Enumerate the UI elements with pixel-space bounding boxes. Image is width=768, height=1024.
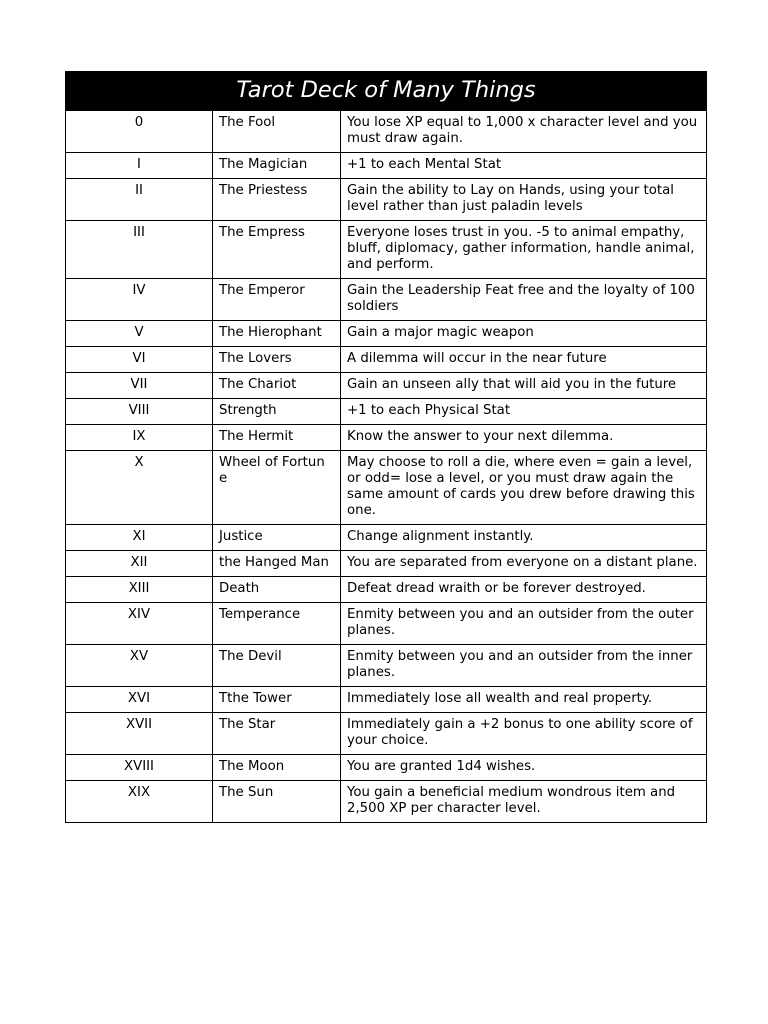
table-row [66,347,707,373]
table-row [66,755,707,781]
table-row [66,425,707,451]
table-row [66,577,707,603]
table-row [66,373,707,399]
card-number: II [66,179,213,221]
card-number: XV [66,645,213,687]
card-effect: You lose XP equal to 1,000 x character level and you must draw again. [341,111,707,153]
card-name: The Empress [213,221,341,279]
card-number: XVIII [66,755,213,781]
card-effect: Gain a major magic weapon [341,321,707,347]
card-name: The Magician [213,153,341,179]
card-effect: Gain the ability to Lay on Hands, using your total level rather than just paladin levels [341,179,707,221]
table-row [66,153,707,179]
card-number: VI [66,347,213,373]
table-body [66,111,707,823]
card-name: The Priestess [213,179,341,221]
table-row [66,279,707,321]
card-name: Death [213,577,341,603]
table-row [66,645,707,687]
card-effect: Defeat dread wraith or be forever destroyed. [341,577,707,603]
card-name: Temperance [213,603,341,645]
card-name: Tthe Tower [213,687,341,713]
table-row [66,221,707,279]
card-number: VII [66,373,213,399]
card-number: XII [66,551,213,577]
card-number: V [66,321,213,347]
table-row [66,551,707,577]
card-effect: You gain a beneficial medium wondrous item and 2,500 XP per character level. [341,781,707,823]
card-name: The Emperor [213,279,341,321]
card-number: X [66,451,213,525]
card-number: XVI [66,687,213,713]
card-name: the Hanged Man [213,551,341,577]
card-name: The Star [213,713,341,755]
card-effect: Know the answer to your next dilemma. [341,425,707,451]
card-name: Wheel of Fortun e [213,451,341,525]
card-effect: +1 to each Mental Stat [341,153,707,179]
table-row [66,781,707,823]
card-name: The Hermit [213,425,341,451]
card-name: The Moon [213,755,341,781]
table-row [66,111,707,153]
card-number: XIII [66,577,213,603]
table-title-row [66,72,707,111]
card-number: I [66,153,213,179]
card-number: XIX [66,781,213,823]
table-row [66,603,707,645]
card-effect: You are separated from everyone on a distant plane. [341,551,707,577]
table-row [66,525,707,551]
card-name: The Lovers [213,347,341,373]
card-name: The Chariot [213,373,341,399]
card-effect: Enmity between you and an outsider from the inner planes. [341,645,707,687]
card-number: III [66,221,213,279]
card-name: Strength [213,399,341,425]
table-row [66,451,707,525]
card-name: The Sun [213,781,341,823]
card-effect: +1 to each Physical Stat [341,399,707,425]
card-effect: A dilemma will occur in the near future [341,347,707,373]
card-name: The Fool [213,111,341,153]
card-name: The Hierophant [213,321,341,347]
card-effect: Gain an unseen ally that will aid you in the future [341,373,707,399]
table-row [66,321,707,347]
table-row [66,713,707,755]
card-number: XIV [66,603,213,645]
table-row [66,687,707,713]
card-number: XI [66,525,213,551]
card-effect: Enmity between you and an outsider from the outer planes. [341,603,707,645]
card-name: Justice [213,525,341,551]
card-number: IX [66,425,213,451]
card-effect: Immediately lose all wealth and real property. [341,687,707,713]
card-effect: Immediately gain a +2 bonus to one ability score of your choice. [341,713,707,755]
card-number: XVII [66,713,213,755]
table-row [66,179,707,221]
card-effect: Everyone loses trust in you. -5 to animal empathy, bluff, diplomacy, gather information, handle animal, and perform. [341,221,707,279]
card-effect: May choose to roll a die, where even = gain a level, or odd= lose a level, or you must draw again the same amount of cards you drew before drawing this one. [341,451,707,525]
card-number: IV [66,279,213,321]
card-name: The Devil [213,645,341,687]
table-row [66,399,707,425]
card-effect: Change alignment instantly. [341,525,707,551]
card-effect: You are granted 1d4 wishes. [341,755,707,781]
card-number: 0 [66,111,213,153]
tarot-table [65,71,707,823]
card-number: VIII [66,399,213,425]
card-effect: Gain the Leadership Feat free and the loyalty of 100 soldiers [341,279,707,321]
table-title: Tarot Deck of Many Things [66,72,707,111]
